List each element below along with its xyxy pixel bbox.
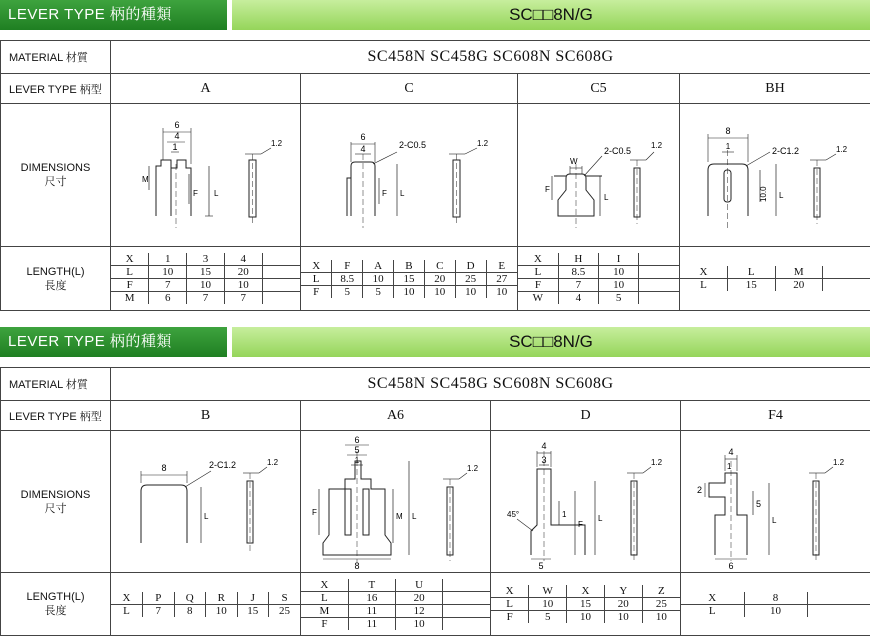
length-table-d bbox=[491, 573, 681, 636]
type-name-a6: A6 bbox=[301, 401, 491, 431]
length-label bbox=[1, 247, 111, 311]
length-cell: 10 bbox=[363, 272, 394, 285]
length-label-2 bbox=[1, 573, 111, 636]
dim-bh-l: L bbox=[779, 191, 784, 200]
dim-f4-4: 4 bbox=[728, 447, 734, 457]
length-cell: F bbox=[491, 611, 529, 624]
length-cell: X bbox=[518, 253, 558, 266]
length-cell: L bbox=[111, 604, 143, 617]
dim-bh-10: 10.0 bbox=[759, 186, 768, 202]
length-cell: 8 bbox=[174, 604, 206, 617]
length-cell: 7 bbox=[224, 292, 262, 305]
dimensions-label-cn: 尺寸 bbox=[44, 176, 67, 188]
length-cell: 10 bbox=[455, 285, 486, 298]
type-name-f4: F4 bbox=[681, 401, 870, 431]
section-2-header bbox=[0, 327, 870, 357]
length-cell bbox=[823, 266, 870, 279]
dim-c-l: L bbox=[400, 189, 405, 198]
dim-c-4: 4 bbox=[360, 144, 366, 154]
length-table-a bbox=[111, 247, 301, 311]
dim-c5-thickness: 1.2 bbox=[651, 141, 663, 150]
length-cell: R bbox=[206, 592, 238, 605]
length-cell: 4 bbox=[224, 253, 262, 266]
series-title: SC□□8N/G bbox=[232, 0, 870, 30]
length-cell: M bbox=[775, 266, 823, 279]
length-cell: X bbox=[491, 585, 529, 598]
length-cell: T bbox=[348, 579, 395, 592]
length-cell: L bbox=[301, 591, 348, 604]
length-cell: L bbox=[491, 598, 529, 611]
length-cell: U bbox=[396, 579, 443, 592]
lever-a6-diagram bbox=[301, 431, 491, 572]
length-label-en: LENGTH(L) bbox=[26, 265, 85, 278]
length-row bbox=[111, 592, 300, 605]
dim-a-f: F bbox=[193, 189, 198, 198]
dim-d-45: 45° bbox=[507, 510, 520, 519]
length-cell: 15 bbox=[567, 598, 605, 611]
type-name-d: D bbox=[491, 401, 681, 431]
length-cell bbox=[443, 591, 490, 604]
dim-b-8: 8 bbox=[161, 463, 167, 473]
length-cell: X bbox=[680, 266, 728, 279]
length-cell: L bbox=[111, 266, 149, 279]
length-cell: 20 bbox=[224, 266, 262, 279]
lever-type-title-2: LEVER TYPE 柄的種類 bbox=[0, 327, 227, 357]
length-cell: 5 bbox=[599, 292, 639, 305]
lever-c-diagram bbox=[301, 104, 518, 246]
drawing-type-c5 bbox=[518, 104, 680, 247]
length-cell: 5 bbox=[363, 285, 394, 298]
length-cell: H bbox=[558, 253, 598, 266]
material-label-2: MATERIAL 材質 bbox=[1, 368, 111, 401]
length-cell: 20 bbox=[604, 598, 642, 611]
drawing-type-a6 bbox=[301, 431, 491, 573]
length-cell: 10 bbox=[604, 611, 642, 624]
length-cell: L bbox=[301, 272, 332, 285]
length-cell: 15 bbox=[187, 266, 225, 279]
length-cell: 10 bbox=[744, 604, 807, 617]
length-cell: 10 bbox=[149, 266, 187, 279]
length-cell: F bbox=[518, 279, 558, 292]
dim-a-l: L bbox=[214, 189, 219, 198]
length-cell: 15 bbox=[237, 604, 269, 617]
lever-d-diagram bbox=[491, 431, 681, 572]
length-row bbox=[301, 260, 517, 273]
length-cell: I bbox=[599, 253, 639, 266]
length-cell: F bbox=[301, 617, 348, 630]
length-cell: C bbox=[424, 260, 455, 273]
length-cell: W bbox=[518, 292, 558, 305]
lever-a-diagram bbox=[111, 104, 301, 246]
lever-type-label: LEVER TYPE 柄型 bbox=[1, 74, 111, 104]
type-name-c5: C5 bbox=[518, 74, 680, 104]
length-cell: 10 bbox=[599, 266, 639, 279]
lever-b-diagram bbox=[111, 431, 301, 572]
dim-f4-6: 6 bbox=[728, 561, 734, 571]
length-cell bbox=[639, 266, 679, 279]
length-row bbox=[301, 617, 490, 630]
dim-d-thickness: 1.2 bbox=[651, 458, 663, 467]
dim-b-thickness: 1.2 bbox=[267, 458, 279, 467]
length-cell: 15 bbox=[728, 279, 776, 292]
length-cell: 6 bbox=[149, 292, 187, 305]
length-row bbox=[491, 585, 680, 598]
length-cell: D bbox=[455, 260, 486, 273]
dimensions-label-en: DIMENSIONS bbox=[20, 162, 91, 174]
length-cell: X bbox=[567, 585, 605, 598]
length-cell: X bbox=[301, 260, 332, 273]
dim-c-chamfer: 2-C0.5 bbox=[399, 140, 427, 150]
length-table-f4 bbox=[681, 573, 870, 636]
length-table-a6 bbox=[301, 573, 491, 636]
dimensions-label-en-2: DIMENSIONS bbox=[20, 488, 91, 501]
length-row bbox=[111, 279, 300, 292]
dim-a-thickness: 1.2 bbox=[271, 139, 283, 148]
length-cell bbox=[443, 617, 490, 630]
length-row bbox=[491, 611, 680, 624]
length-cell: W bbox=[529, 585, 567, 598]
lever-f4-diagram bbox=[681, 431, 870, 572]
type-name-b: B bbox=[111, 401, 301, 431]
length-cell: 12 bbox=[396, 604, 443, 617]
dim-a6-8: 8 bbox=[354, 561, 360, 571]
length-row bbox=[680, 279, 870, 292]
length-row bbox=[680, 266, 870, 279]
length-cell: F bbox=[332, 260, 363, 273]
dim-a6-5: 5 bbox=[354, 445, 360, 455]
length-cell bbox=[262, 266, 300, 279]
length-cell: 10 bbox=[567, 611, 605, 624]
dim-a6-6: 6 bbox=[354, 435, 360, 445]
lever-c5-diagram bbox=[518, 104, 680, 246]
length-cell: X bbox=[681, 592, 744, 605]
length-cell: 8 bbox=[744, 592, 807, 605]
length-cell: 25 bbox=[269, 604, 301, 617]
dim-bh-1: 1 bbox=[725, 142, 731, 151]
dim-bh-thickness: 1.2 bbox=[836, 145, 848, 154]
dimensions-label-cn-2: 尺寸 bbox=[44, 502, 67, 515]
length-row bbox=[301, 591, 490, 604]
length-row bbox=[301, 285, 517, 298]
length-cell: 20 bbox=[775, 279, 823, 292]
length-cell: 7 bbox=[149, 279, 187, 292]
length-cell: 7 bbox=[558, 279, 598, 292]
length-row bbox=[681, 604, 870, 617]
length-cell: 25 bbox=[455, 272, 486, 285]
drawing-type-b bbox=[111, 431, 301, 573]
length-cell: 10 bbox=[187, 279, 225, 292]
length-row bbox=[518, 292, 679, 305]
length-cell: 5 bbox=[332, 285, 363, 298]
length-cell bbox=[639, 253, 679, 266]
length-row bbox=[491, 598, 680, 611]
dim-d-f: F bbox=[578, 520, 583, 529]
lever-type-label-2: LEVER TYPE 柄型 bbox=[1, 401, 111, 431]
length-label-cn: 長度 bbox=[44, 279, 67, 292]
dim-c5-chamfer: 2-C0.5 bbox=[604, 146, 632, 156]
length-cell: 10 bbox=[599, 279, 639, 292]
length-cell: 10 bbox=[642, 611, 680, 624]
length-cell: A bbox=[363, 260, 394, 273]
dim-d-3: 3 bbox=[541, 455, 547, 465]
length-cell: E bbox=[486, 260, 517, 273]
length-cell: 3 bbox=[187, 253, 225, 266]
length-cell: 10 bbox=[394, 285, 425, 298]
length-cell: 8.5 bbox=[332, 272, 363, 285]
length-cell: B bbox=[394, 260, 425, 273]
dim-c-thickness: 1.2 bbox=[477, 139, 489, 148]
length-cell: 20 bbox=[396, 591, 443, 604]
length-cell: L bbox=[728, 266, 776, 279]
length-label-en-2: LENGTH(L) bbox=[26, 591, 85, 603]
type-name-bh: BH bbox=[680, 74, 870, 104]
length-cell bbox=[443, 604, 490, 617]
dim-c5-l: L bbox=[604, 193, 609, 202]
length-table-b bbox=[111, 573, 301, 636]
dim-a-m: M bbox=[142, 175, 149, 184]
drawing-type-c bbox=[301, 104, 518, 247]
dim-c-6: 6 bbox=[360, 132, 366, 142]
series-title-2: SC□□8N/G bbox=[232, 327, 870, 357]
dimensions-label bbox=[1, 104, 111, 247]
length-cell: S bbox=[269, 592, 301, 605]
length-row bbox=[518, 279, 679, 292]
length-cell: L bbox=[681, 604, 744, 617]
length-cell: 7 bbox=[187, 292, 225, 305]
dim-d-l: L bbox=[598, 514, 603, 523]
length-cell bbox=[807, 592, 870, 605]
dim-a6-1: 1 bbox=[354, 456, 360, 465]
dim-d-4: 4 bbox=[541, 441, 547, 451]
length-cell: 8.5 bbox=[558, 266, 598, 279]
length-cell: 10 bbox=[529, 598, 567, 611]
length-cell: 27 bbox=[486, 272, 517, 285]
dim-c5-w: W bbox=[570, 157, 578, 166]
length-cell: M bbox=[111, 292, 149, 305]
spec-table-2 bbox=[0, 367, 870, 636]
length-cell bbox=[443, 579, 490, 592]
length-cell: 10 bbox=[224, 279, 262, 292]
length-table-c bbox=[301, 247, 518, 311]
length-cell bbox=[262, 292, 300, 305]
length-cell: X bbox=[301, 579, 348, 592]
length-row bbox=[111, 266, 300, 279]
length-cell bbox=[639, 279, 679, 292]
length-cell: F bbox=[301, 285, 332, 298]
dim-a6-thickness: 1.2 bbox=[467, 464, 479, 473]
dim-d-1: 1 bbox=[562, 510, 567, 519]
length-cell: 1 bbox=[149, 253, 187, 266]
dim-a6-m: M bbox=[396, 512, 403, 521]
length-table-c5 bbox=[518, 247, 680, 311]
length-row bbox=[518, 253, 679, 266]
length-cell: X bbox=[111, 253, 149, 266]
dim-a-1: 1 bbox=[172, 142, 178, 152]
length-row bbox=[681, 592, 870, 605]
length-cell: 10 bbox=[206, 604, 238, 617]
type-name-c: C bbox=[301, 74, 518, 104]
length-cell: 10 bbox=[424, 285, 455, 298]
length-cell: 10 bbox=[396, 617, 443, 630]
length-cell: 25 bbox=[642, 598, 680, 611]
length-cell: 11 bbox=[348, 604, 395, 617]
drawing-type-f4 bbox=[681, 431, 870, 573]
dim-d-5: 5 bbox=[538, 561, 544, 571]
length-row bbox=[518, 266, 679, 279]
lever-bh-diagram bbox=[680, 104, 870, 246]
dim-f4-thickness: 1.2 bbox=[833, 458, 845, 467]
length-table-bh bbox=[680, 247, 870, 311]
length-cell: Y bbox=[604, 585, 642, 598]
length-row bbox=[301, 604, 490, 617]
length-cell: Z bbox=[642, 585, 680, 598]
dim-f4-5: 5 bbox=[756, 499, 762, 509]
drawing-type-a bbox=[111, 104, 301, 247]
material-models: SC458N SC458G SC608N SC608G bbox=[111, 41, 870, 74]
length-cell bbox=[639, 292, 679, 305]
dim-a6-l: L bbox=[412, 512, 417, 521]
dim-f4-1: 1 bbox=[727, 462, 732, 471]
material-label: MATERIAL 材質 bbox=[1, 41, 111, 74]
length-cell: 5 bbox=[529, 611, 567, 624]
dimensions-label-2 bbox=[1, 431, 111, 573]
length-cell: J bbox=[237, 592, 269, 605]
length-cell bbox=[823, 279, 870, 292]
length-cell: 15 bbox=[394, 272, 425, 285]
dim-bh-chamfer: 2-C1.2 bbox=[772, 146, 800, 156]
length-cell: 16 bbox=[348, 591, 395, 604]
material-models-2: SC458N SC458G SC608N SC608G bbox=[111, 368, 870, 401]
length-cell: M bbox=[301, 604, 348, 617]
dim-b-chamfer: 2-C1.2 bbox=[209, 460, 237, 470]
length-row bbox=[111, 253, 300, 266]
length-cell bbox=[262, 253, 300, 266]
type-name-a: A bbox=[111, 74, 301, 104]
dim-b-l: L bbox=[204, 512, 209, 521]
dim-f4-2: 2 bbox=[697, 485, 703, 495]
length-cell: 11 bbox=[348, 617, 395, 630]
length-cell: X bbox=[111, 592, 143, 605]
dim-f4-l: L bbox=[772, 516, 777, 525]
length-cell: 7 bbox=[143, 604, 175, 617]
dim-bh-8: 8 bbox=[725, 126, 731, 136]
length-label-cn-2: 長度 bbox=[44, 605, 67, 617]
length-cell: 10 bbox=[486, 285, 517, 298]
dim-c5-f: F bbox=[545, 185, 550, 194]
drawing-type-d bbox=[491, 431, 681, 573]
length-cell: 20 bbox=[424, 272, 455, 285]
length-row bbox=[111, 292, 300, 305]
length-cell: L bbox=[680, 279, 728, 292]
length-cell: 4 bbox=[558, 292, 598, 305]
length-cell: Q bbox=[174, 592, 206, 605]
dim-c-f: F bbox=[382, 189, 387, 198]
length-cell bbox=[807, 604, 870, 617]
dim-a6-f: F bbox=[312, 508, 317, 517]
section-1-header bbox=[0, 0, 870, 30]
dim-a-6: 6 bbox=[174, 120, 180, 130]
length-row bbox=[111, 604, 300, 617]
length-row bbox=[301, 272, 517, 285]
length-cell bbox=[262, 279, 300, 292]
spec-table-1 bbox=[0, 40, 870, 311]
length-cell: P bbox=[143, 592, 175, 605]
length-cell: F bbox=[111, 279, 149, 292]
lever-type-title: LEVER TYPE 柄的種類 bbox=[0, 0, 227, 30]
length-row bbox=[301, 579, 490, 592]
drawing-type-bh bbox=[680, 104, 870, 247]
length-cell: L bbox=[518, 266, 558, 279]
dim-a-4: 4 bbox=[174, 131, 180, 141]
